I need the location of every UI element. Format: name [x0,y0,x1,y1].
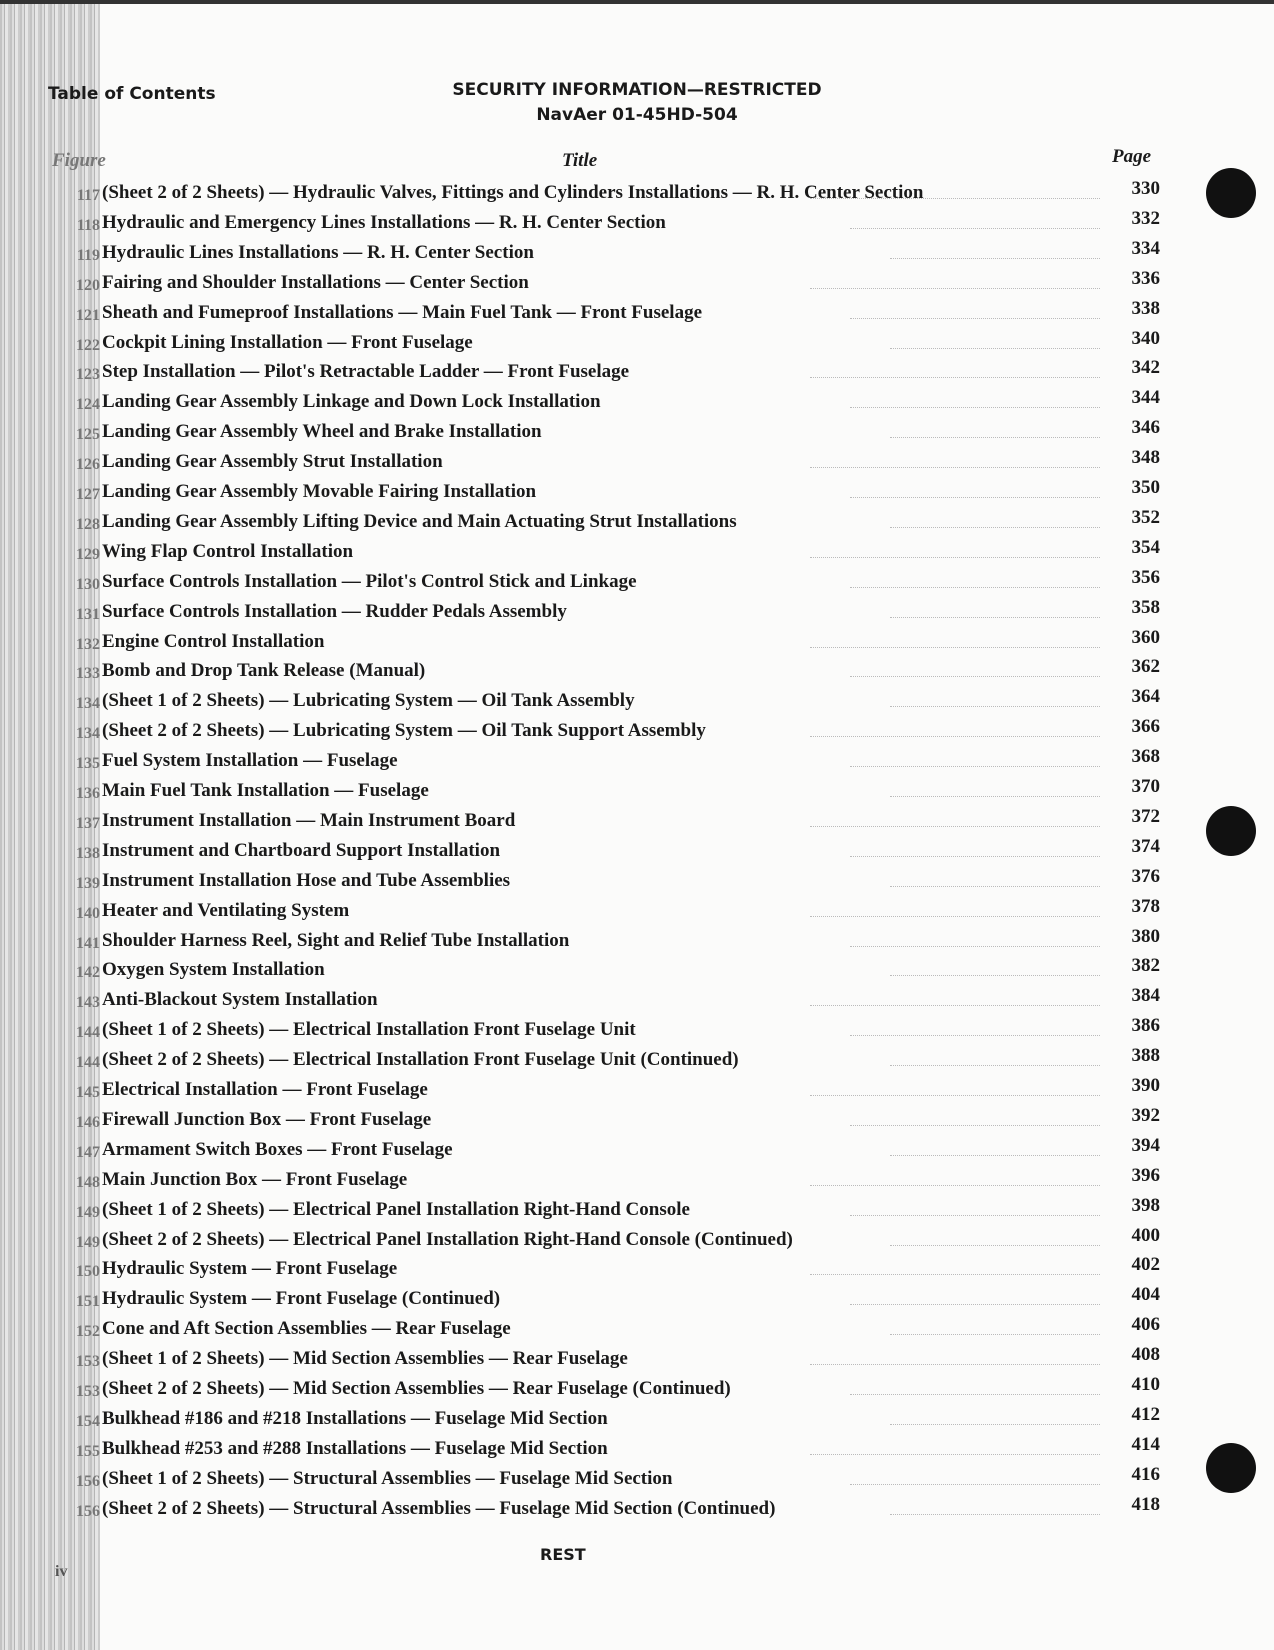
toc-entry [50,1284,1160,1318]
toc-entry [50,1224,1160,1259]
toc-entry [50,267,1160,302]
leader-dots [890,884,1100,887]
toc-entry [50,536,1160,571]
entry-title: Hydraulic and Emergency Lines Installations — R. H. Center Section [102,211,666,233]
scan-edge [0,0,1274,4]
document-number: NavAer 01-45HD-504 [536,105,738,125]
figure-number: 137 [76,814,100,832]
page-ref: 340 [1131,327,1160,349]
page-ref: 342 [1131,357,1160,379]
footer-marking: REST [540,1545,586,1564]
figure-number: 123 [76,366,100,384]
entry-title: Cone and Aft Section Assemblies — Rear Fuselage [102,1318,511,1340]
toc-entry [50,1104,1160,1139]
page-ref: 372 [1131,805,1160,827]
leader-dots [850,674,1100,677]
leader-dots [850,316,1100,319]
entry-title: (Sheet 1 of 2 Sheets) — Electrical Panel Installation Right-Hand Console [102,1198,690,1220]
figure-number: 156 [76,1502,100,1520]
entry-title: Surface Controls Installation — Rudder Pedals Assembly [102,600,567,622]
entry-title: Main Junction Box — Front Fuselage [102,1168,408,1190]
page-ref: 374 [1131,835,1160,857]
entry-title: Fuel System Installation — Fuselage [102,750,398,772]
toc-entry [50,626,1160,661]
toc-entry [50,716,1160,750]
leader-dots [850,226,1100,229]
leader-dots [890,525,1100,528]
figure-number: 152 [76,1323,100,1341]
figure-number: 117 [76,187,100,204]
leader-dots [810,645,1100,648]
entry-title: Bulkhead #186 and #218 Installations — Fuselage Mid Section [102,1407,608,1429]
toc-entry [50,1314,1160,1348]
toc-entry [50,596,1160,631]
toc-entry [50,686,1160,720]
figure-number: 149 [76,1233,100,1251]
page-ref: 364 [1131,686,1160,708]
entry-title: Wing Flap Control Installation [102,540,354,562]
entry-title: (Sheet 2 of 2 Sheets) — Structural Assemblies — Fuselage Mid Section (Continued) [102,1497,776,1519]
page-ref: 366 [1131,716,1160,738]
page-ref: 338 [1131,297,1160,319]
leader-dots [850,1392,1100,1395]
toc-entry [50,1403,1160,1438]
figure-number: 156 [76,1472,100,1490]
entry-title: Instrument Installation Hose and Tube Assemblies [102,869,511,891]
leader-dots [850,405,1100,408]
page-ref: 332 [1131,207,1160,229]
leader-dots [890,256,1100,259]
leader-dots [890,1422,1100,1425]
toc-entry [50,1433,1160,1468]
figure-number: 145 [76,1084,100,1101]
entry-title: Landing Gear Assembly Strut Installation [102,451,443,473]
toc-entry [50,447,1160,481]
toc-entry [50,1493,1160,1528]
entry-title: (Sheet 1 of 2 Sheets) — Electrical Installation Front Fuselage Unit [102,1019,636,1041]
figure-number: 134 [76,695,100,713]
figure-number: 132 [76,635,100,653]
leader-dots [850,854,1100,857]
page-ref: 330 [1131,178,1160,199]
page-ref: 384 [1131,985,1160,1007]
page-ref: 358 [1131,596,1160,618]
figure-number: 144 [76,1024,100,1042]
toc-entry [50,297,1160,332]
toc-entry [50,387,1160,421]
page-ref: 334 [1131,237,1160,259]
page-ref: 354 [1131,536,1160,558]
figure-number: 146 [76,1113,100,1131]
page-ref: 388 [1131,1045,1160,1067]
page-ref: 406 [1131,1314,1160,1336]
entry-title: Fairing and Shoulder Installations — Center Section [102,271,529,293]
toc-entry [50,506,1160,541]
leader-dots [810,196,1100,199]
toc-entry [50,895,1160,930]
leader-dots [890,704,1100,707]
figure-number: 140 [76,904,100,922]
entry-title: (Sheet 2 of 2 Sheets) — Mid Section Assemblies — Rear Fuselage (Continued) [102,1378,731,1399]
entry-title: Heater and Ventilating System [102,899,350,921]
figure-number: 119 [76,246,100,264]
toc-entry [50,865,1160,900]
toc-entry [50,417,1160,451]
entry-title: Hydraulic Lines Installations — R. H. Center Section [102,241,534,263]
entry-title: Bomb and Drop Tank Release (Manual) [102,660,426,682]
page-ref: 414 [1131,1433,1160,1455]
figure-number: 148 [76,1173,100,1191]
page-ref: 402 [1131,1254,1160,1276]
figure-number: 143 [76,994,100,1012]
page-ref: 362 [1131,656,1160,678]
toc-entry [50,1374,1160,1408]
leader-dots [850,1302,1100,1305]
entry-title: Engine Control Installation [102,630,325,652]
page-ref: 350 [1131,477,1160,498]
entry-title: (Sheet 2 of 2 Sheets) — Lubricating System — Oil Tank Support Assembly [102,720,706,742]
figure-number: 129 [76,545,100,563]
entry-title: Instrument and Chartboard Support Installation [102,839,501,861]
entry-title: Instrument Installation — Main Instrument Board [102,809,516,831]
title-column-header: Title [562,150,598,171]
figure-number: 155 [76,1442,100,1460]
toc-entry [50,1194,1160,1229]
entry-title: (Sheet 1 of 2 Sheets) — Structural Assemblies — Fuselage Mid Section [102,1467,673,1489]
toc-entry [50,835,1160,870]
figure-number: 147 [76,1143,100,1161]
punch-hole [1206,1443,1256,1493]
leader-dots [810,734,1100,737]
entry-title: Landing Gear Assembly Wheel and Brake Installation [102,421,542,443]
figure-number: 121 [76,306,100,324]
figure-number: 127 [76,486,100,503]
page-ref: 410 [1131,1374,1160,1395]
entry-title: Sheath and Fumeproof Installations — Main Fuel Tank — Front Fuselage [102,301,703,323]
figure-number: 122 [76,336,100,354]
leader-dots [890,346,1100,349]
toc-entry [50,357,1160,391]
page-ref: 390 [1131,1075,1160,1096]
leader-dots [850,944,1100,947]
page-column-header: Page [1112,146,1152,167]
leader-dots [810,824,1100,827]
leader-dots [810,375,1100,378]
leader-dots [890,1332,1100,1335]
leader-dots [890,973,1100,976]
leader-dots [850,764,1100,767]
figure-column-header: Figure [52,150,106,171]
figure-number: 126 [76,456,100,474]
figure-number: 118 [76,216,100,234]
toc-entry [50,327,1160,362]
figure-number: 131 [76,605,100,623]
figure-number: 153 [76,1353,100,1371]
figure-number: 139 [76,874,100,892]
entry-title: (Sheet 1 of 2 Sheets) — Lubricating System — Oil Tank Assembly [102,690,635,712]
entry-title: (Sheet 1 of 2 Sheets) — Mid Section Assemblies — Rear Fuselage [102,1348,628,1370]
entry-title: Firewall Junction Box — Front Fuselage [102,1108,432,1130]
figure-number: 135 [76,755,100,773]
page-ref: 392 [1131,1104,1160,1126]
page-ref: 352 [1131,506,1160,528]
leader-dots [810,1183,1100,1186]
leader-dots [890,1512,1100,1515]
entry-title: Cockpit Lining Installation — Front Fuselage [102,331,473,353]
figure-number: 134 [76,725,100,743]
figure-number: 130 [76,575,100,593]
page-ref: 418 [1131,1493,1160,1515]
entry-title: Oxygen System Installation [102,959,325,981]
toc-entry [50,477,1160,511]
figure-number: 144 [76,1054,100,1072]
entry-title: Landing Gear Assembly Linkage and Down Lock Installation [102,391,601,413]
page-ref: 380 [1131,925,1160,947]
figure-number: 125 [76,426,100,444]
figure-number: 154 [76,1412,100,1430]
entry-title: Main Fuel Tank Installation — Fuselage [102,780,429,801]
entry-title: Landing Gear Assembly Movable Fairing Installation [102,481,537,502]
leader-dots [810,1093,1100,1096]
toc-entry [50,955,1160,989]
leader-dots [850,585,1100,588]
figure-number: 149 [76,1203,100,1221]
page-ref: 344 [1131,387,1160,409]
leader-dots [850,1123,1100,1126]
toc-entry [50,178,1160,212]
leader-dots [890,615,1100,618]
toc-entry [50,1045,1160,1079]
leader-dots [890,1243,1100,1246]
entry-title: Step Installation — Pilot's Retractable Ladder — Front Fuselage [102,361,630,383]
figure-number: 151 [76,1293,100,1311]
page-ref: 360 [1131,626,1160,648]
figure-number: 141 [76,934,100,952]
leader-dots [850,1213,1100,1216]
leader-dots [810,914,1100,917]
toc-entry [50,566,1160,601]
figure-number: 136 [76,785,100,802]
page-ref: 396 [1131,1164,1160,1186]
toc-entry [50,1134,1160,1169]
entry-title: Hydraulic System — Front Fuselage [102,1258,398,1280]
page-ref: 382 [1131,955,1160,977]
page-ref: 398 [1131,1194,1160,1216]
page-ref: 404 [1131,1284,1160,1306]
figure-number: 128 [76,515,100,533]
page-ref: 408 [1131,1344,1160,1366]
leader-dots [890,794,1100,797]
page-ref: 394 [1131,1134,1160,1156]
figure-number: 153 [76,1383,100,1400]
page-number: iv [55,1563,68,1580]
figure-number: 133 [76,665,100,683]
entry-title: Anti-Blackout System Installation [102,989,378,1011]
leader-dots [850,495,1100,498]
toc-entry [50,237,1160,272]
leader-dots [890,435,1100,438]
figure-number: 120 [76,276,100,294]
toc-entry [50,776,1160,810]
leader-dots [810,286,1100,289]
leader-dots [810,465,1100,468]
page-ref: 356 [1131,566,1160,588]
entry-title: Shoulder Harness Reel, Sight and Relief Tube Installation [102,929,570,951]
entry-title: Surface Controls Installation — Pilot's Control Stick and Linkage [102,570,637,592]
page-ref: 412 [1131,1403,1160,1425]
entry-title: (Sheet 2 of 2 Sheets) — Electrical Installation Front Fuselage Unit (Continued) [102,1049,739,1071]
toc-entry [50,1015,1160,1049]
entry-title: (Sheet 2 of 2 Sheets) — Hydraulic Valves, Fittings and Cylinders Installations — R. H. Center Section [102,182,924,203]
leader-dots [810,555,1100,558]
section-label: Table of Contents [48,84,216,104]
page-ref: 346 [1131,417,1160,439]
leader-dots [810,1362,1100,1365]
toc-entry [50,1075,1160,1109]
toc-entry [50,1463,1160,1498]
entry-title: (Sheet 2 of 2 Sheets) — Electrical Panel Installation Right-Hand Console (Continued) [102,1228,793,1250]
page-ref: 368 [1131,746,1160,768]
toc-entry [50,207,1160,242]
toc-entry [50,985,1160,1019]
leader-dots [810,1452,1100,1455]
toc-entry [50,1344,1160,1378]
leader-dots [890,1153,1100,1156]
page-ref: 400 [1131,1224,1160,1246]
entry-title: Hydraulic System — Front Fuselage (Continued) [102,1288,501,1310]
toc-entry [50,925,1160,960]
page-ref: 370 [1131,776,1160,797]
entry-title: Landing Gear Assembly Lifting Device and Main Actuating Strut Installations [102,510,737,532]
toc-entry [50,1254,1160,1288]
leader-dots [850,1482,1100,1485]
figure-number: 138 [76,844,100,862]
figure-number: 142 [76,964,100,982]
entry-title: Bulkhead #253 and #288 Installations — Fuselage Mid Section [102,1437,608,1459]
toc-entry [50,1164,1160,1199]
toc-entry [50,656,1160,690]
figure-number: 124 [76,396,100,414]
page-ref: 348 [1131,447,1160,469]
page-ref: 378 [1131,895,1160,917]
toc-entry [50,805,1160,840]
figure-number: 150 [76,1263,100,1281]
toc-entry [50,746,1160,780]
leader-dots [810,1003,1100,1006]
punch-hole [1206,168,1256,218]
punch-hole [1206,806,1256,856]
leader-dots [810,1272,1100,1275]
page-ref: 386 [1131,1015,1160,1037]
page-ref: 416 [1131,1463,1160,1485]
leader-dots [890,1063,1100,1066]
page-ref: 336 [1131,267,1160,289]
leader-dots [850,1033,1100,1036]
page-ref: 376 [1131,865,1160,887]
security-heading: SECURITY INFORMATION—RESTRICTED [452,80,822,100]
entry-title: Electrical Installation — Front Fuselage [102,1079,428,1100]
entry-title: Armament Switch Boxes — Front Fuselage [102,1138,453,1160]
